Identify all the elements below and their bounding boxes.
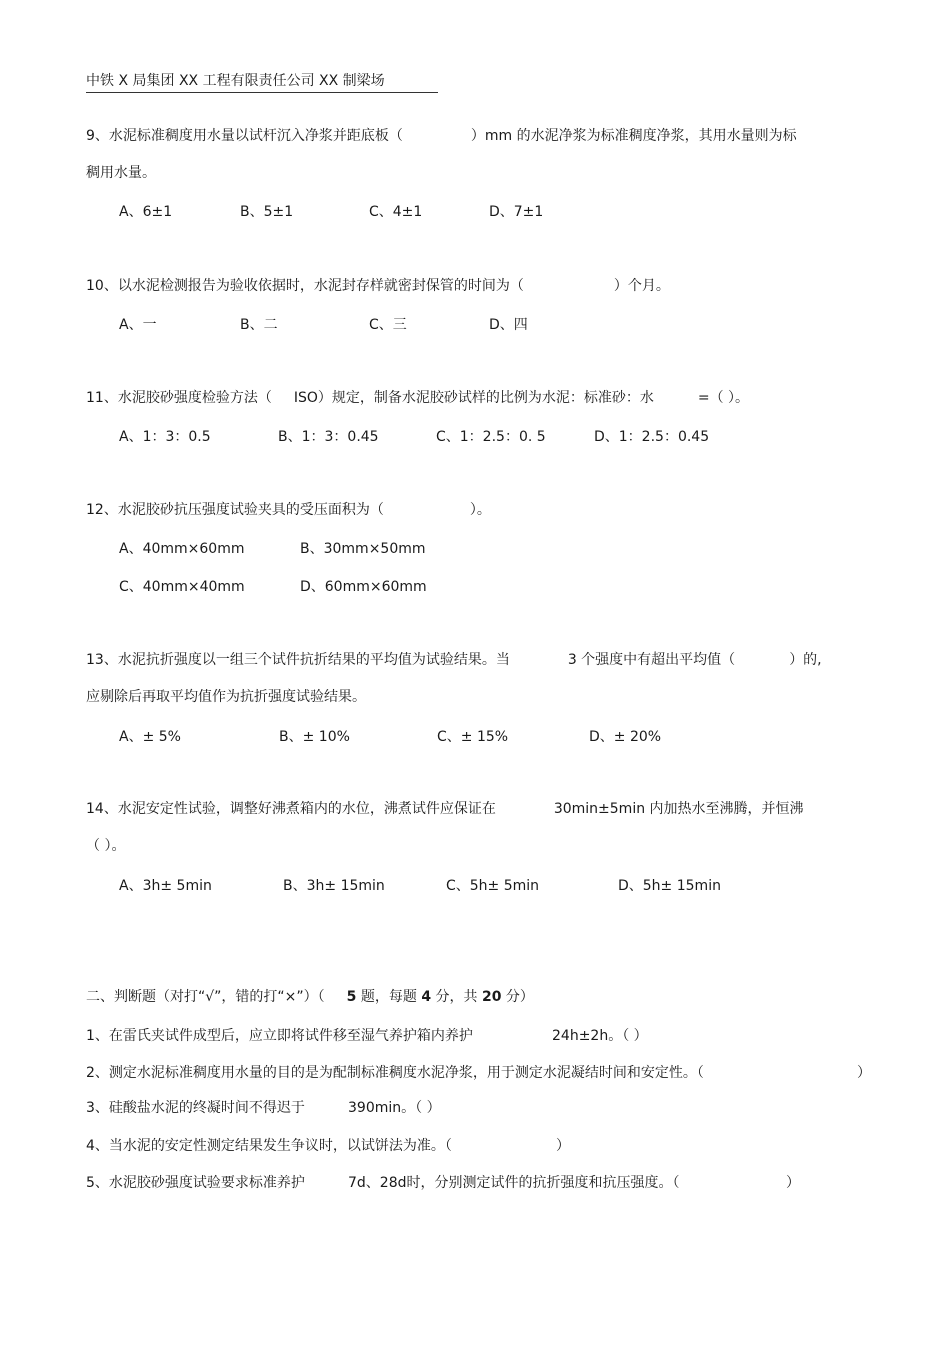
tf-item-5-answer[interactable]: ） <box>786 1175 800 1191</box>
option-b[interactable]: B、± 10% <box>279 729 350 745</box>
question-count: 5 <box>346 989 357 1005</box>
tf-item-5-text-b: 7d、28d时，分别测定试件的抗折强度和抗压强度。（ <box>348 1175 680 1191</box>
question-13-text-a: 13、水泥抗折强度以一组三个试件抗折结果的平均值为试验结果。当 <box>86 652 510 668</box>
question-11-text-b: ISO）规定，制备水泥胶砂试样的比例为水泥：标准砂：水 <box>293 390 654 406</box>
option-b[interactable]: B、3h± 15min <box>283 878 385 894</box>
option-a[interactable]: A、40mm×60mm <box>119 541 245 557</box>
section-title-b: 题，每题 <box>360 989 417 1005</box>
option-a[interactable]: A、3h± 5min <box>119 878 212 894</box>
question-14-text-b: 30min±5min 内加热水至沸腾，并恒沸 <box>553 801 804 817</box>
question-13-text-line2: 应剔除后再取平均值作为抗折强度试验结果。 <box>86 689 366 705</box>
tf-item-3-text: 3、硅酸盐水泥的终凝时间不得迟于 <box>86 1100 305 1116</box>
section-2-title <box>86 988 534 1006</box>
question-9-text-a: 9、水泥标准稠度用水量以试杆沉入净浆并距底板（ <box>86 128 403 144</box>
section-title-d: 分） <box>505 989 534 1005</box>
option-b[interactable]: B、5±1 <box>240 204 294 220</box>
tf-item-1-text: 1、在雷氏夹试件成型后，应立即将试件移至湿气养护箱内养护 <box>86 1028 473 1044</box>
points-total: 20 <box>481 989 502 1005</box>
question-9 <box>86 118 866 192</box>
points-each: 4 <box>421 989 432 1005</box>
question-10-text-b: ）个月。 <box>613 278 670 294</box>
question-12 <box>86 492 866 529</box>
question-10 <box>86 268 866 305</box>
option-c[interactable]: C、40mm×40mm <box>119 579 245 595</box>
option-c[interactable]: C、4±1 <box>369 204 423 220</box>
option-d[interactable]: D、7±1 <box>489 204 544 220</box>
option-c[interactable]: C、± 15% <box>437 729 509 745</box>
option-c[interactable]: C、1：2.5：0. 5 <box>436 429 546 445</box>
option-b[interactable]: B、1：3：0.45 <box>278 429 379 445</box>
question-12-text-b: ）。 <box>469 502 491 518</box>
tf-item-2-text: 2、测定水泥标准稠度用水量的目的是为配制标准稠度水泥净浆，用于测定水泥凝结时间和安定性。（ <box>86 1065 704 1081</box>
section-title-c: 分，共 <box>435 989 478 1005</box>
option-a[interactable]: A、6±1 <box>119 204 173 220</box>
question-14-text-a: 14、水泥安定性试验，调整好沸煮箱内的水位，沸煮试件应保证在 <box>86 801 496 817</box>
document-header: 中铁 X 局集团 XX 工程有限责任公司 XX 制梁场 <box>86 72 438 93</box>
option-b[interactable]: B、二 <box>240 317 278 333</box>
question-14-text-line2: （ ）。 <box>86 838 126 854</box>
option-a[interactable]: A、± 5% <box>119 729 181 745</box>
option-c[interactable]: C、三 <box>369 317 407 333</box>
tf-item-3-answer[interactable]: 390min。（ ） <box>348 1100 441 1116</box>
question-12-text-a: 12、水泥胶砂抗压强度试验夹具的受压面积为（ <box>86 502 384 518</box>
question-9-text-b: ）mm 的水泥净浆为标准稠度净浆，其用水量则为标 <box>470 128 797 144</box>
option-c[interactable]: C、5h± 5min <box>446 878 540 894</box>
option-d[interactable]: D、5h± 15min <box>618 878 721 894</box>
question-13 <box>86 642 866 716</box>
option-b[interactable]: B、30mm×50mm <box>300 541 426 557</box>
option-d[interactable]: D、1：2.5：0.45 <box>594 429 710 445</box>
question-11-text-c: =（ ）。 <box>697 390 750 406</box>
tf-item-1-answer[interactable]: 24h±2h。（ ） <box>552 1028 648 1044</box>
tf-item-2-answer[interactable]: ） <box>857 1065 871 1081</box>
option-d[interactable]: D、± 20% <box>589 729 662 745</box>
tf-item-4-answer[interactable]: ） <box>556 1138 570 1154</box>
option-d[interactable]: D、60mm×60mm <box>300 579 427 595</box>
question-10-text-a: 10、以水泥检测报告为验收依据时，水泥封存样就密封保管的时间为（ <box>86 278 524 294</box>
option-a[interactable]: A、1：3：0.5 <box>119 429 211 445</box>
question-13-text-b: 3 个强度中有超出平均值（ <box>567 652 736 668</box>
tf-item-5-text: 5、水泥胶砂强度试验要求标准养护 <box>86 1175 305 1191</box>
question-13-text-c: ）的, <box>789 652 822 668</box>
question-11-text-a: 11、水泥胶砂强度检验方法（ <box>86 390 272 406</box>
section-title-a: 二、判断题（对打“√”，错的打“×”）（ <box>86 989 325 1005</box>
option-d[interactable]: D、四 <box>489 317 528 333</box>
tf-item-4-text: 4、当水泥的安定性测定结果发生争议时，以试饼法为准。（ <box>86 1138 452 1154</box>
question-14 <box>86 791 866 865</box>
question-9-text-line2: 稠用水量。 <box>86 165 156 181</box>
option-a[interactable]: A、一 <box>119 317 157 333</box>
question-11 <box>86 380 866 417</box>
